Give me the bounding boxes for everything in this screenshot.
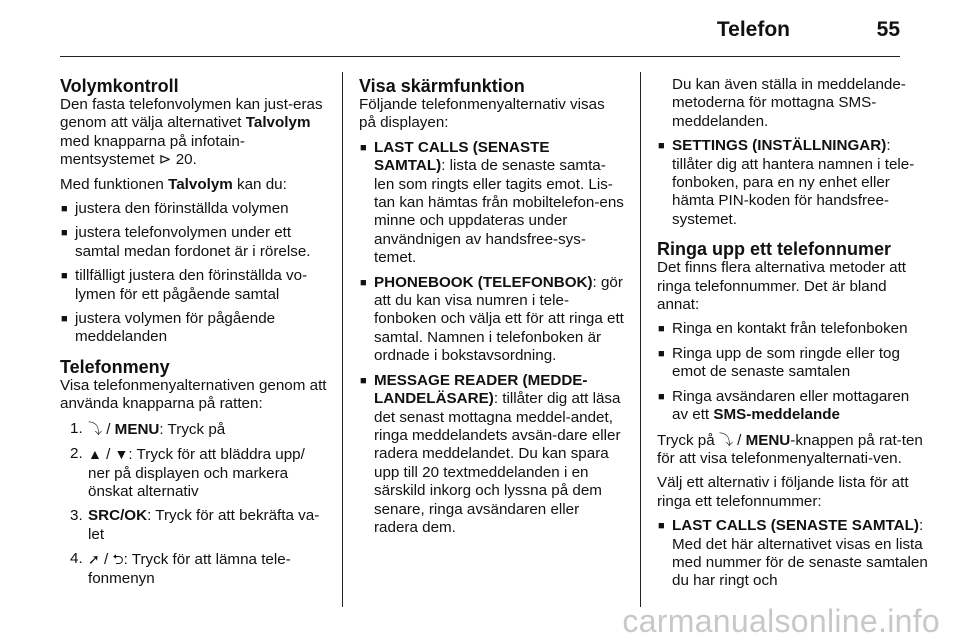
watermark: carmanualsonline.info bbox=[622, 603, 940, 639]
paragraph bbox=[60, 96, 328, 170]
text: -knappen på rat-ten för att visa telefonmenyalternati-ven. bbox=[657, 431, 923, 467]
square-bullet-icon: ■ bbox=[61, 270, 68, 283]
list-item bbox=[60, 224, 328, 261]
option-name: SETTINGS (INSTÄLLNINGAR) bbox=[672, 137, 887, 155]
square-bullet-icon: ■ bbox=[360, 374, 367, 387]
step-text: : Tryck på bbox=[159, 420, 226, 438]
column-2 bbox=[359, 76, 625, 543]
list-item bbox=[657, 320, 929, 338]
header-rule bbox=[60, 56, 900, 57]
list-item-text: Ringa upp de som ringde eller tog emot de senaste samtalen bbox=[672, 344, 900, 381]
option-description: : gör att du kan visa numren i tele-fonboken och välja ett för att ringa ett samtal. Namnen i telefonboken är ordnade i bokstavsordning. bbox=[374, 273, 624, 365]
list-item bbox=[60, 200, 328, 218]
section-heading-dial: Ringa upp ett telefonnumer bbox=[657, 239, 891, 260]
option-name: MESSAGE READER (MEDDE-LANDELÄSARE) bbox=[374, 371, 588, 408]
page-title: Telefon bbox=[716, 18, 790, 41]
paragraph: Det finns flera alternativa metoder att ringa telefonnummer. Det är bland annat: bbox=[657, 259, 907, 314]
paragraph: Du kan även ställa in meddelande-metoderna för mottagna SMS-meddelanden. bbox=[672, 76, 906, 130]
step-item bbox=[60, 550, 328, 588]
list-item-text: Ringa avsändaren eller mottagaren av ett bbox=[672, 387, 910, 424]
list-item bbox=[657, 137, 929, 229]
list-item bbox=[657, 388, 929, 425]
list-item bbox=[657, 345, 929, 382]
column-divider bbox=[342, 72, 343, 607]
section-heading-display: Visa skärmfunktion bbox=[359, 76, 525, 96]
column-3 bbox=[657, 76, 929, 597]
text: Den fasta telefonvolymen kan just-eras genom att välja alternativet bbox=[60, 96, 323, 132]
square-bullet-icon: ■ bbox=[61, 227, 68, 240]
src-ok-key-label: SRC/OK bbox=[88, 507, 148, 525]
phone-call-icon: ⤵ bbox=[88, 420, 102, 437]
text: med knapparna på infotain-mentsystemet bbox=[60, 132, 245, 169]
option-description: : tillåter dig att läsa det senast mottagna meddel-andet, ringa meddelandets avsän-dare eller radera meddelandet. Du kan spara upp till 20 textmeddelanden i en särskild inkorg och lyssna på dem senare, ringa avsändaren eller radera dem. bbox=[374, 390, 621, 536]
option-name: LAST CALLS (SENASTE SAMTAL) bbox=[672, 517, 919, 535]
step-text: : Tryck för att bekräfta va-let bbox=[88, 507, 320, 543]
step-number: 1. bbox=[70, 419, 83, 437]
list-item bbox=[60, 310, 328, 347]
text: Med funktionen bbox=[60, 175, 169, 193]
step-item bbox=[60, 507, 328, 544]
square-bullet-icon: ■ bbox=[360, 276, 367, 289]
page-number: 55 bbox=[876, 18, 900, 41]
column-divider bbox=[640, 72, 641, 607]
step-number: 3. bbox=[70, 507, 83, 525]
list-item bbox=[359, 372, 625, 538]
option-name: LAST CALLS (SENASTE SAMTAL) bbox=[374, 138, 550, 175]
text: kan du: bbox=[232, 175, 287, 193]
arrow-up-icon: ▲ bbox=[88, 446, 102, 463]
square-bullet-icon: ■ bbox=[360, 141, 367, 154]
column-1 bbox=[60, 76, 328, 594]
list-item-text: tillfälligt justera den förinställda vo-lymen för ett pågående samtal bbox=[75, 267, 308, 303]
square-bullet-icon: ■ bbox=[658, 140, 665, 153]
list-item-text: justera telefonvolymen under ett samtal medan fordonet är i rörelse. bbox=[75, 224, 311, 260]
list-item-text: justera volymen för pågående meddelanden bbox=[75, 310, 276, 346]
square-bullet-icon: ■ bbox=[658, 347, 665, 360]
option-description: : tillåter dig att hantera namnen i tele-fonboken, para en ny enhet eller hämta PIN-koden för handsfree-systemet. bbox=[672, 137, 915, 228]
step-number: 4. bbox=[70, 550, 83, 568]
arrow-ref-icon: ⊳ bbox=[158, 151, 172, 169]
paragraph: Följande telefonmenyalternativ visas på displayen: bbox=[359, 96, 605, 132]
separator: / bbox=[101, 446, 115, 464]
list-item-text: Ringa en kontakt från telefonboken bbox=[672, 320, 908, 338]
bold-term: SMS-meddelande bbox=[713, 406, 840, 424]
option-description: : lista de senaste samta-len som ringts eller tagits emot. Lis-tan kan hämtas från mobiltelefon-ens minne och uppdateras under användnigen av handsfree-sys-temet. bbox=[374, 157, 624, 267]
step-text: : Tryck för att bläddra upp/ ner på displayen och markera önskat alternativ bbox=[88, 446, 305, 500]
arrow-down-icon: ▼ bbox=[114, 446, 129, 463]
list-item bbox=[359, 139, 625, 268]
option-name: PHONEBOOK (TELEFONBOK) bbox=[374, 273, 593, 291]
menu-key-label: MENU bbox=[745, 431, 791, 449]
step-item bbox=[60, 445, 328, 501]
separator: / bbox=[732, 431, 746, 449]
list-item bbox=[359, 274, 625, 366]
page-header bbox=[60, 14, 900, 60]
hang-up-icon: ➚ bbox=[88, 551, 100, 568]
square-bullet-icon: ■ bbox=[61, 313, 68, 326]
step-item bbox=[60, 420, 328, 439]
section-heading-phone-menu: Telefonmeny bbox=[60, 356, 170, 377]
separator: / bbox=[102, 420, 115, 438]
list-item-text: justera den förinställda volymen bbox=[75, 200, 289, 218]
back-icon: ⮌ bbox=[112, 551, 124, 568]
section-heading-volume: Volymkontroll bbox=[60, 76, 179, 96]
step-text: : Tryck för att lämna tele-fonmenyn bbox=[88, 551, 291, 587]
bold-term: Talvolym bbox=[245, 114, 311, 132]
square-bullet-icon: ■ bbox=[658, 323, 665, 336]
paragraph: Välj ett alternativ i följande lista för att ringa ett telefonnummer: bbox=[657, 474, 909, 510]
square-bullet-icon: ■ bbox=[658, 390, 665, 403]
menu-key-label: MENU bbox=[114, 420, 160, 438]
phone-call-icon: ⤵ bbox=[718, 431, 733, 448]
separator: / bbox=[99, 551, 113, 569]
paragraph bbox=[657, 431, 929, 469]
list-item bbox=[657, 517, 929, 591]
paragraph bbox=[60, 176, 328, 194]
square-bullet-icon: ■ bbox=[61, 203, 68, 216]
option-description: : Med det här alternativet visas en lista med nummer för de senaste samtalen du har ringt och bbox=[672, 517, 928, 590]
list-item bbox=[60, 267, 328, 304]
square-bullet-icon: ■ bbox=[658, 520, 665, 533]
text: Tryck på bbox=[657, 431, 719, 449]
page-reference[interactable]: 20. bbox=[175, 151, 197, 169]
step-number: 2. bbox=[70, 445, 83, 463]
bold-term: Talvolym bbox=[168, 175, 233, 193]
paragraph: Visa telefonmenyalternativen genom att använda knapparna på ratten: bbox=[60, 376, 327, 413]
